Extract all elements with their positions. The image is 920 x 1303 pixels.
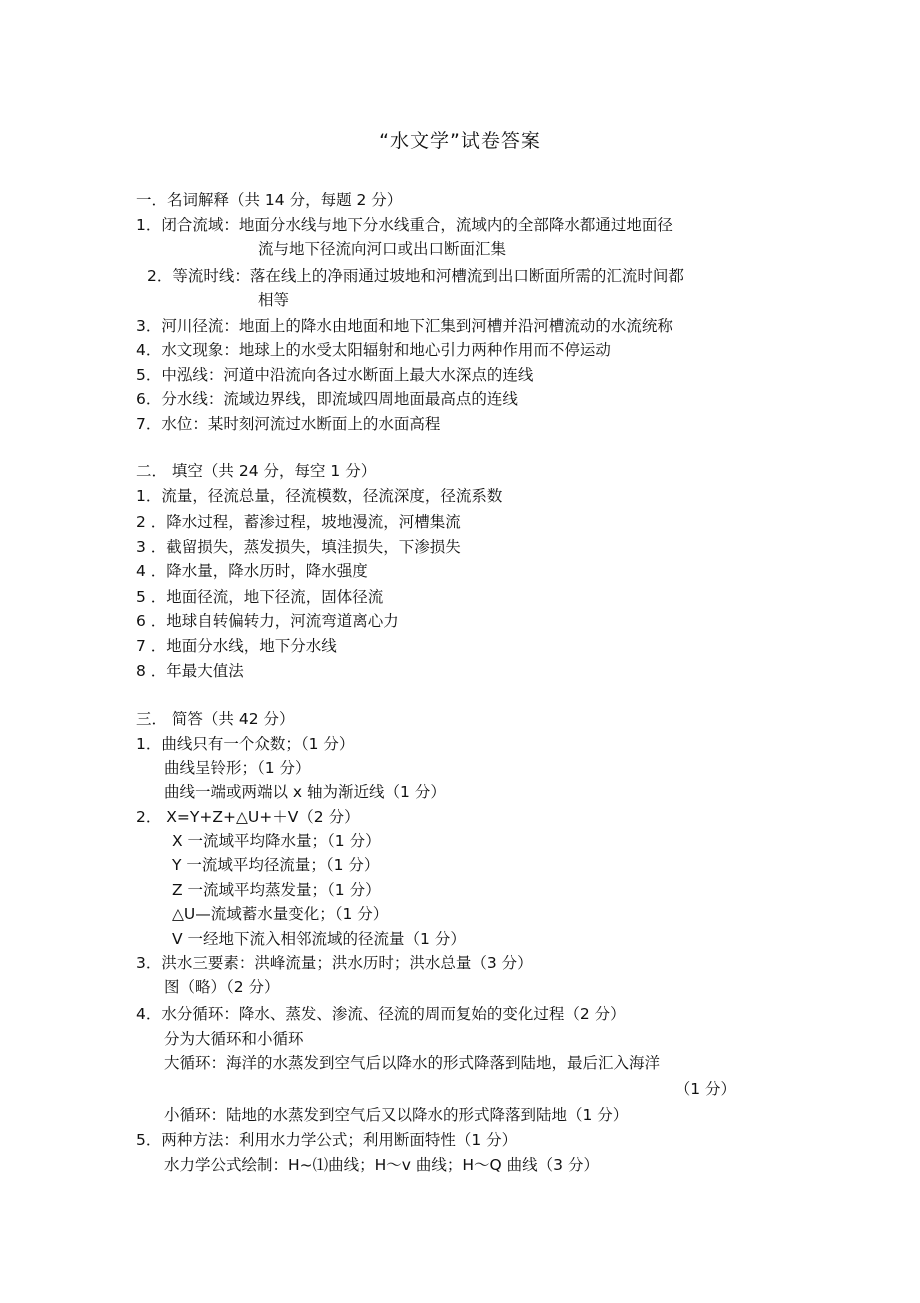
sec3-q3-line-1: 3．洪水三要素：洪峰流量；洪水历时；洪水总量（3 分） xyxy=(136,954,533,972)
sec3-q2-line-3: Y 一流域平均径流量；（1 分） xyxy=(172,856,380,874)
sec1-item-3: 3．河川径流：地面上的降水由地面和地下汇集到河槽并沿河槽流动的水流统称 xyxy=(136,317,673,335)
sec3-q4-score: （1 分） xyxy=(674,1080,736,1098)
sec1-item-7: 7．水位：某时刻河流过水断面上的水面高程 xyxy=(136,415,441,433)
sec2-item-7: 7 ．地面分水线，地下分水线 xyxy=(136,637,337,655)
sec3-q4-line-2: 分为大循环和小循环 xyxy=(164,1030,304,1048)
section-3-heading: 三． 简答（共 42 分） xyxy=(136,710,295,728)
sec2-item-1: 1．流量，径流总量，径流模数，径流深度，径流系数 xyxy=(136,487,503,505)
sec3-q1-line-1: 1．曲线只有一个众数；（1 分） xyxy=(136,735,355,753)
sec2-item-6: 6 ．地球自转偏转力，河流弯道离心力 xyxy=(136,612,399,630)
sec2-item-4: 4 ．降水量，降水历时，降水强度 xyxy=(136,562,368,580)
sec1-item-1-cont: 流与地下径流向河口或出口断面汇集 xyxy=(258,240,507,258)
section-2-heading: 二． 填空（共 24 分，每空 1 分） xyxy=(136,462,377,480)
sec1-item-1: 1．闭合流域：地面分水线与地下分水线重合，流域内的全部降水都通过地面径 xyxy=(136,216,673,234)
sec1-item-6: 6．分水线：流域边界线，即流域四周地面最高点的连线 xyxy=(136,390,518,408)
sec2-item-3: 3 ．截留损失，蒸发损失，填洼损失，下渗损失 xyxy=(136,538,461,556)
sec3-q3-line-2: 图（略）（2 分） xyxy=(164,978,280,996)
sec2-item-2: 2 ．降水过程，蓄渗过程，坡地漫流，河槽集流 xyxy=(136,513,461,531)
sec1-item-4: 4．水文现象：地球上的水受太阳辐射和地心引力两种作用而不停运动 xyxy=(136,341,611,359)
sec1-item-2: 2．等流时线：落在线上的净雨通过坡地和河槽流到出口断面所需的汇流时间都 xyxy=(147,267,684,285)
sec3-q1-line-2: 曲线呈铃形；（1 分） xyxy=(164,759,311,777)
sec1-item-2-cont: 相等 xyxy=(258,291,290,309)
sec1-item-5: 5．中泓线：河道中沿流向各过水断面上最大水深点的连线 xyxy=(136,366,534,384)
sec3-q1-line-3: 曲线一端或两端以 x 轴为渐近线（1 分） xyxy=(164,783,446,801)
section-1-heading: 一．名词解释（共 14 分，每题 2 分） xyxy=(136,191,403,209)
sec3-q2-line-5: △U—流域蓄水量变化；（1 分） xyxy=(172,905,389,923)
sec3-q2-line-2: X 一流域平均降水量；（1 分） xyxy=(172,832,381,850)
sec3-q4-line-4: 小循环：陆地的水蒸发到空气后又以降水的形式降落到陆地（1 分） xyxy=(164,1106,629,1124)
sec3-q2-line-4: Z 一流域平均蒸发量；（1 分） xyxy=(172,881,381,899)
sec3-q4-line-1: 4．水分循环：降水、蒸发、渗流、径流的周而复始的变化过程（2 分） xyxy=(136,1005,626,1023)
sec3-q2-line-6: V 一经地下流入相邻流域的径流量（1 分） xyxy=(172,930,466,948)
sec2-item-5: 5 ．地面径流，地下径流，固体径流 xyxy=(136,588,384,606)
sec2-item-8: 8 ．年最大值法 xyxy=(136,662,244,680)
sec3-q4-line-3: 大循环：海洋的水蒸发到空气后以降水的形式降落到陆地，最后汇入海洋 xyxy=(164,1054,661,1072)
sec3-q5-line-2: 水力学公式绘制：H~⑴曲线；H～v 曲线；H～Q 曲线（3 分） xyxy=(164,1156,599,1174)
sec3-q5-line-1: 5．两种方法：利用水力学公式；利用断面特性（1 分） xyxy=(136,1131,518,1149)
sec3-q2-line-1: 2． X=Y+Z+△U+＋V（2 分） xyxy=(136,808,360,826)
page-title: “水文学”试卷答案 xyxy=(379,130,541,152)
